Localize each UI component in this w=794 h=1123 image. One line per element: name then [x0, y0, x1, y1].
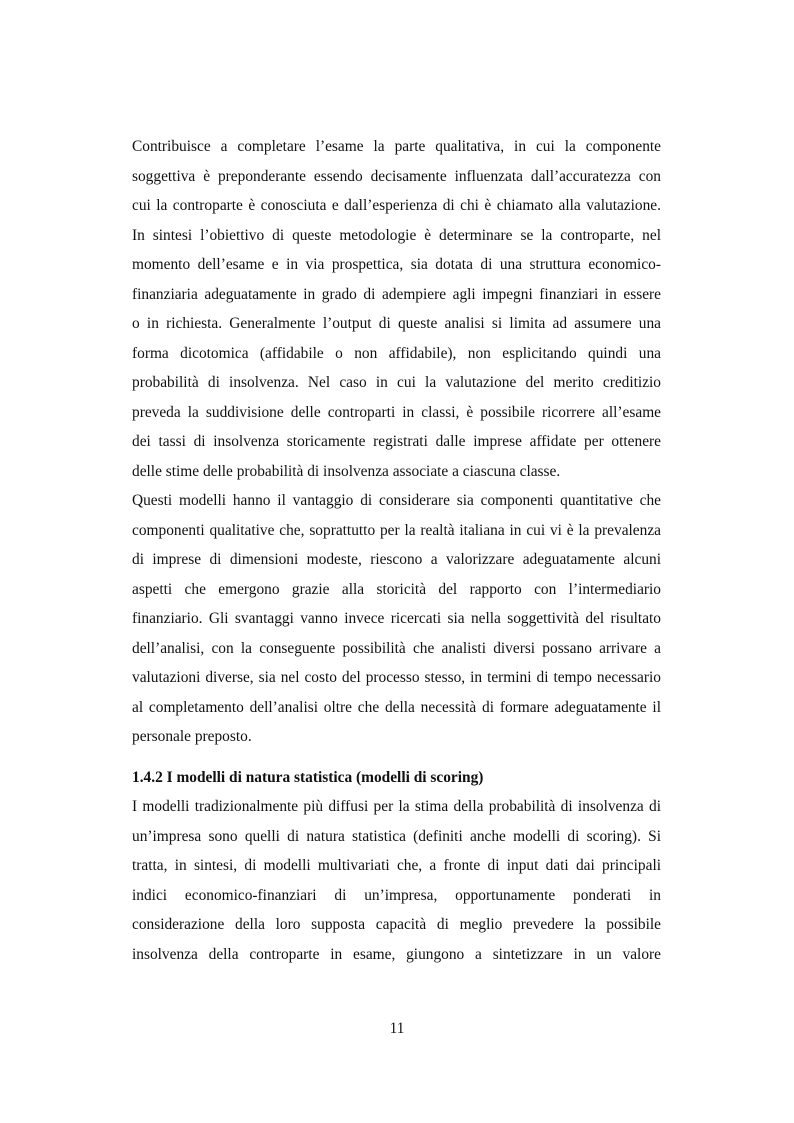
text-line: dei tassi di insolvenza storicamente registrati dalle imprese affidate per ottenere [132, 433, 661, 450]
text-line: tratta, in sintesi, di modelli multivariati che, a fronte di input dati dai principali [132, 857, 661, 874]
text-line: componenti qualitative che, soprattutto per la realtà italiana in cui vi è la prevalenza [132, 521, 661, 539]
text-line: di imprese di dimensioni modeste, riescono a valorizzare adeguatamente alcuni [132, 551, 661, 568]
paragraph-statistical-models [132, 792, 661, 969]
text-line: un’impresa sono quelli di natura statistica (definiti anche modelli di scoring). Si [132, 827, 661, 845]
text-line: cui la controparte è conosciuta e dall’esperienza di chi è chiamato alla valutazione. [132, 197, 661, 214]
text-line: dell’analisi, con la conseguente possibilità che analisti diversi possano arrivare a [132, 639, 661, 657]
text-line: aspetti che emergono grazie alla storicità del rapporto con l’intermediario [132, 580, 661, 598]
paragraph-qualitative-analysis [132, 132, 661, 486]
text-line: soggettiva è preponderante essendo decisamente influenzata dall’accuratezza con [132, 167, 661, 185]
text-line: momento dell’esame e in via prospettica, sia dotata di una struttura economico- [132, 256, 661, 273]
text-line: I modelli tradizionalmente più diffusi per la stima della probabilità di insolvenza di [132, 798, 661, 815]
section-spacer [132, 752, 661, 763]
text-line: valutazioni diverse, sia nel costo del processo stesso, in termini di tempo necessario [132, 669, 661, 686]
text-line: Contribuisce a completare l’esame la parte qualitativa, in cui la componente [132, 138, 661, 155]
text-line: o in richiesta. Generalmente l’output di queste analisi si limita ad assumere una [132, 315, 661, 332]
text-line: insolvenza della controparte in esame, giungono a sintetizzare in un valore [132, 945, 661, 963]
section-heading: 1.4.2 I modelli di natura statistica (modelli di scoring) [132, 768, 484, 786]
text-line: delle stime delle probabilità di insolvenza associate a ciascuna classe. [132, 462, 561, 480]
text-line: finanziaria adeguatamente in grado di adempiere agli impegni finanziari in essere [132, 285, 661, 303]
text-line: indici economico-finanziari di un’impresa, opportunamente ponderati in [132, 886, 661, 904]
text-line: personale preposto. [132, 728, 252, 745]
page-number: 11 [389, 1020, 405, 1037]
text-line: forma dicotomica (affidabile o non affidabile), non esplicitando quindi una [132, 344, 661, 362]
text-line: finanziario. Gli svantaggi vanno invece ricercati sia nella soggettività del risultato [132, 610, 661, 627]
text-line: Questi modelli hanno il vantaggio di considerare sia componenti quantitative che [132, 492, 661, 509]
text-line: probabilità di insolvenza. Nel caso in cui la valutazione del merito creditizio [132, 374, 661, 391]
body-text [132, 132, 661, 969]
text-line: considerazione della loro supposta capacità di meglio prevedere la possibile [132, 916, 661, 933]
paragraph-advantages [132, 486, 661, 752]
text-line: preveda la suddivisione delle controparti in classi, è possibile ricorrere all’esame [132, 403, 661, 421]
text-line: In sintesi l’obiettivo di queste metodologie è determinare se la controparte, nel [132, 226, 661, 244]
text-line: al completamento dell’analisi oltre che della necessità di formare adeguatamente il [132, 698, 661, 716]
